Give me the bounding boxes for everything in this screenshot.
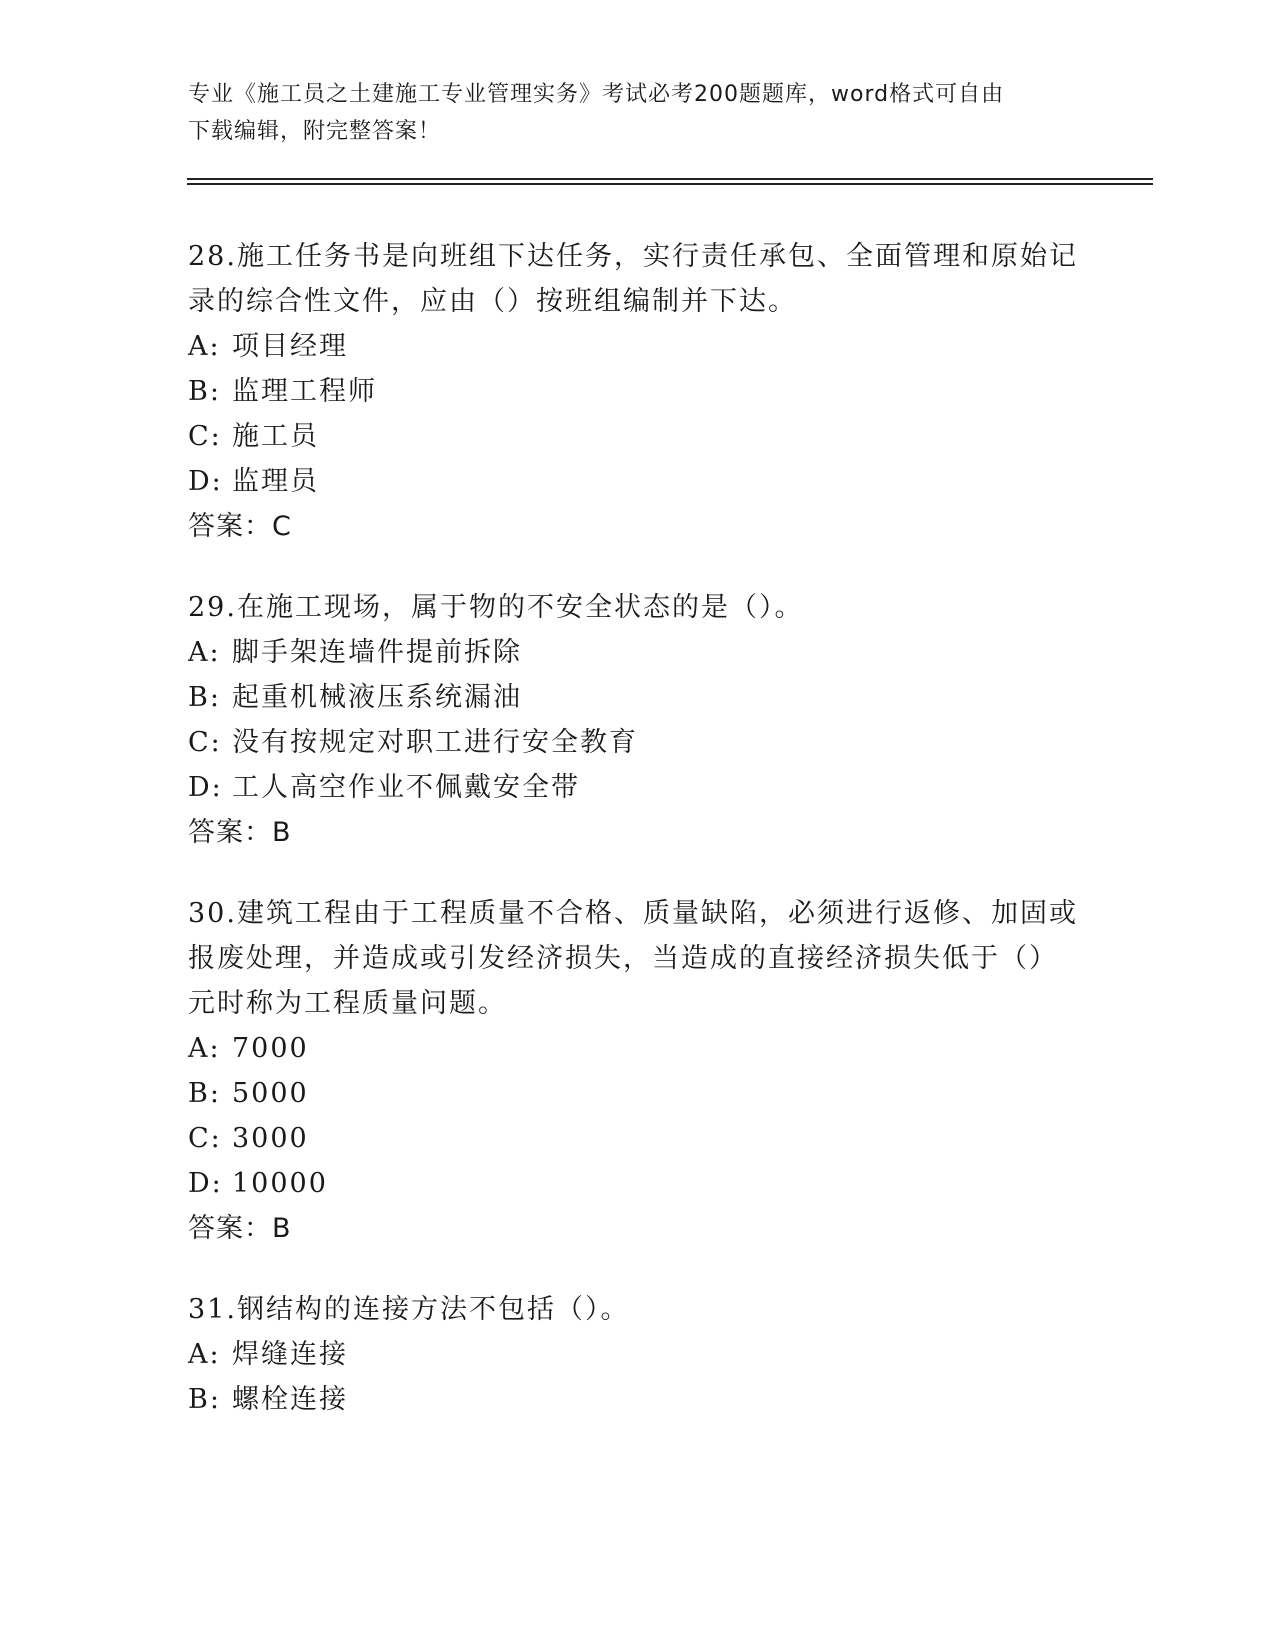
option-text: 起重机械液压系统漏油 [232, 682, 522, 713]
header-line-1: 专业《施工员之土建施工专业管理实务》考试必考200题题库，word格式可自由 [188, 82, 1005, 107]
option-b [188, 1071, 1088, 1116]
option-text: 工人高空作业不佩戴安全带 [232, 772, 580, 803]
option-b [188, 1377, 1088, 1422]
header-rule-top [187, 178, 1153, 180]
option-text: 7000 [232, 1033, 309, 1064]
question-31 [188, 1287, 1088, 1422]
option-d [188, 765, 1088, 810]
option-letter: B: [188, 682, 221, 713]
question-list [188, 234, 1088, 1458]
option-letter: A: [188, 637, 221, 668]
option-text: 10000 [232, 1168, 328, 1199]
question-stem [188, 1287, 1088, 1332]
option-letter: B: [188, 1078, 221, 1109]
header-line-2: 下载编辑，附完整答案！ [188, 119, 442, 144]
answer-line: 答案：B [188, 817, 292, 848]
option-a [188, 1026, 1088, 1071]
option-letter: A: [188, 1033, 221, 1064]
option-text: 脚手架连墙件提前拆除 [232, 637, 522, 668]
option-c [188, 414, 1088, 459]
option-a [188, 630, 1088, 675]
option-text: 没有按规定对职工进行安全教育 [232, 727, 638, 758]
option-a [188, 1332, 1088, 1377]
question-stem-line: 29.在施工现场，属于物的不安全状态的是（）。 [188, 592, 804, 623]
question-stem [188, 234, 1088, 324]
option-text: 5000 [232, 1078, 309, 1109]
header-rule-bottom [187, 183, 1153, 185]
question-stem [188, 891, 1088, 1026]
question-stem-line: 28.施工任务书是向班组下达任务，实行责任承包、全面管理和原始记 [188, 241, 1078, 272]
option-text: 监理工程师 [232, 376, 377, 407]
question-stem [188, 585, 1088, 630]
document-header [188, 76, 1088, 150]
option-text: 监理员 [232, 466, 319, 497]
option-letter: B: [188, 376, 221, 407]
option-letter: A: [188, 1339, 221, 1370]
answer-line: 答案：C [188, 511, 292, 542]
answer-line: 答案：B [188, 1213, 292, 1244]
option-c [188, 720, 1088, 765]
question-29 [188, 585, 1088, 855]
question-stem-line: 31.钢结构的连接方法不包括（）。 [188, 1294, 630, 1325]
option-letter: C: [188, 1123, 222, 1154]
option-text: 螺栓连接 [232, 1384, 348, 1415]
option-text: 项目经理 [232, 331, 348, 362]
question-stem-line: 元时称为工程质量问题。 [188, 988, 507, 1019]
option-letter: C: [188, 727, 222, 758]
question-stem-line: 30.建筑工程由于工程质量不合格、质量缺陷，必须进行返修、加固或 [188, 898, 1078, 929]
option-letter: D: [188, 466, 223, 497]
question-28 [188, 234, 1088, 549]
option-letter: A: [188, 331, 221, 362]
option-letter: D: [188, 772, 223, 803]
question-stem-line: 录的综合性文件，应由（）按班组编制并下达。 [188, 286, 797, 317]
option-b [188, 369, 1088, 414]
option-letter: B: [188, 1384, 221, 1415]
option-d [188, 459, 1088, 504]
option-text: 焊缝连接 [232, 1339, 348, 1370]
option-text: 施工员 [232, 421, 319, 452]
option-b [188, 675, 1088, 720]
question-30 [188, 891, 1088, 1251]
option-text: 3000 [232, 1123, 309, 1154]
option-a [188, 324, 1088, 369]
question-stem-line: 报废处理，并造成或引发经济损失，当造成的直接经济损失低于（） [188, 943, 1058, 974]
option-c [188, 1116, 1088, 1161]
option-d [188, 1161, 1088, 1206]
option-letter: D: [188, 1168, 223, 1199]
option-letter: C: [188, 421, 222, 452]
